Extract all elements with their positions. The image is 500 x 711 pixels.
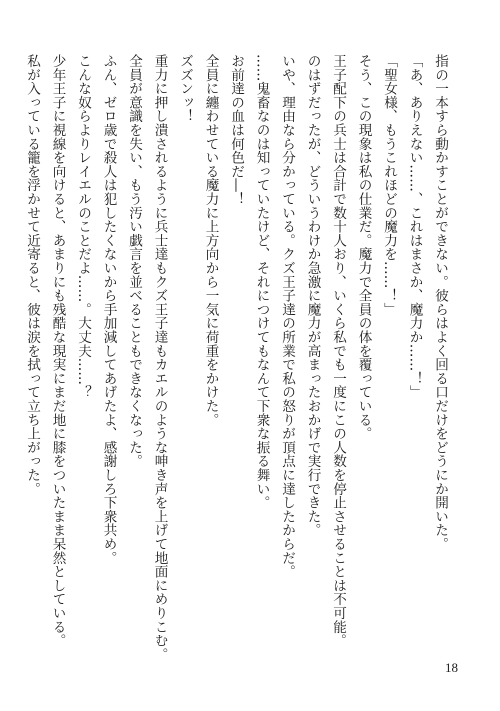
text-line: のはずだったが、どういうわけか急激に魔力が高まったおかげで実行できた。 <box>304 54 321 537</box>
text-line: 「聖女様、もうこれほどの魔力を……！」 <box>381 54 397 317</box>
text-line: ……鬼畜なのは知っていたけど、それにつけてもなんて下衆な振る舞い。 <box>253 54 270 510</box>
text-line: そう、この現象は私の仕業だ。魔力で全員の体を覆っている。 <box>355 54 372 441</box>
text-line: 王子配下の兵士は合計で数十人おり、いくら私でも一度にこの人数を停止させることは不可能。 <box>330 54 346 648</box>
text-line: ズズンッ！ <box>177 54 193 123</box>
text-line: お前達の血は何色だ―！ <box>228 54 244 206</box>
text-line: 指の一本すら動かすことができない。彼らはよく回る口だけをどうにか開いた。 <box>432 54 448 551</box>
text-line: 「あ、ありえない……、これはまさか、魔力か……！」 <box>406 54 423 399</box>
text-line: 全員が意識を失い、もう汚い戯言を並べることもできなくなった。 <box>126 54 142 468</box>
text-line: 私が入っている籠を浮かせて近寄ると、彼は涙を拭って立ち上がった。 <box>24 54 40 496</box>
text-line: いや、理由なら分かっている。クズ王子達の所業で私の怒りが頂点に達したからだ。 <box>279 54 295 579</box>
page-number: 18 <box>445 660 458 675</box>
text-line: 少年王子に視線を向けると、あまりにも残酷な現実にまだ地に膝をついたまま呆然としている。 <box>49 54 66 648</box>
text-line: ふん、ゼロ歳で殺人は犯したくないから手加減してあげたよ、感謝しろ下衆共め。 <box>100 54 117 565</box>
text-line: 重力に押し潰されるように兵士達もクズ王子達もカエルのような呻き声を上げて地面にめりこむ。 <box>151 54 168 662</box>
text-line: 全員に纏わせている魔力に上方向から一気に荷重をかけた。 <box>202 54 219 427</box>
text-line: こんな奴らよりレイエルのことだよ……。大丈夫……？ <box>75 54 91 399</box>
body-text <box>24 54 452 662</box>
